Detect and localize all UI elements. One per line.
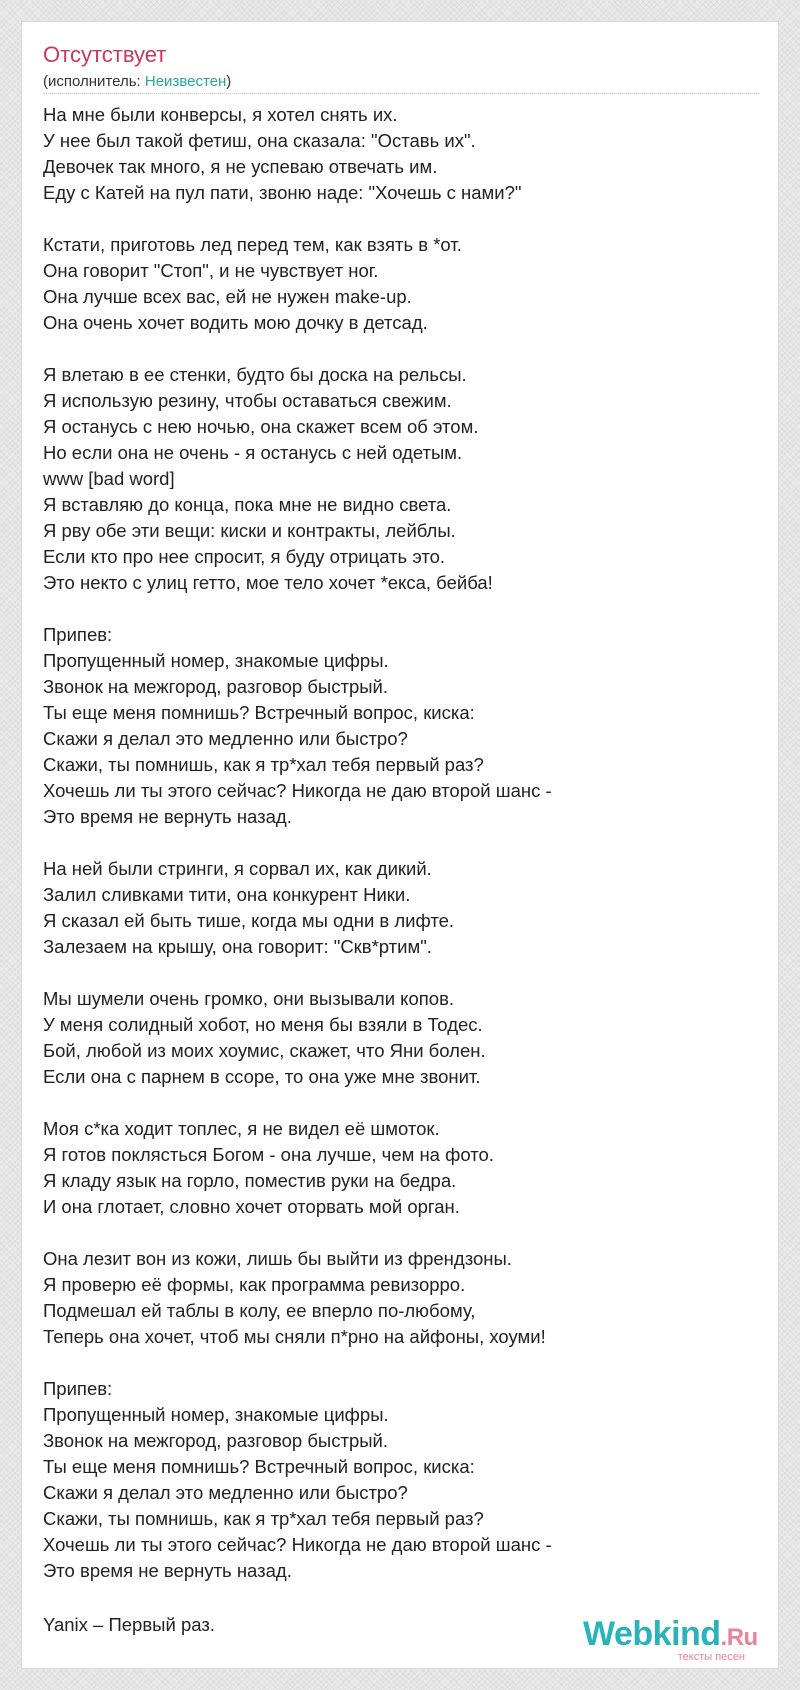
- site-logo[interactable]: [583, 1614, 763, 1664]
- lyric-line: И она глотает, словно хочет оторвать мой орган.: [43, 1196, 460, 1217]
- lyric-line: Я влетаю в ее стенки, будто бы доска на рельсы.: [43, 364, 467, 385]
- lyrics-stanza: [43, 232, 759, 336]
- lyric-line: Залил сливками тити, она конкурент Ники.: [43, 884, 411, 905]
- lyrics-stanza: [43, 1376, 759, 1584]
- lyric-line: Это время не вернуть назад.: [43, 806, 292, 827]
- lyric-line: Еду с Катей на пул пати, звоню наде: "Хочешь с нами?": [43, 182, 522, 203]
- lyric-line: Пропущенный номер, знакомые цифры.: [43, 650, 389, 671]
- lyric-line: Это время не вернуть назад.: [43, 1560, 292, 1581]
- lyric-line: Бой, любой из моих хоумис, скажет, что Яни болен.: [43, 1040, 486, 1061]
- lyric-line: Подмешал ей таблы в колу, ее вперло по-любому,: [43, 1300, 476, 1321]
- lyric-line: Она лезит вон из кожи, лишь бы выйти из френдзоны.: [43, 1248, 512, 1269]
- lyric-line: Звонок на межгород, разговор быстрый.: [43, 1430, 389, 1451]
- artist-suffix: ): [226, 73, 232, 90]
- lyric-line: Скажи, ты помнишь, как я тр*хал тебя первый раз?: [43, 1508, 484, 1529]
- lyric-line: На ней были стринги, я сорвал их, как дикий.: [43, 858, 432, 879]
- lyric-line: Ты еще меня помнишь? Встречный вопрос, киска:: [43, 702, 475, 723]
- artist-prefix: (исполнитель:: [43, 73, 145, 90]
- artist-line: [43, 73, 231, 91]
- lyrics-stanza: [43, 856, 759, 960]
- lyric-line: Она очень хочет водить мою дочку в детсад.: [43, 312, 428, 333]
- lyric-line: У меня солидный хобот, но меня бы взяли в Тодес.: [43, 1014, 483, 1035]
- lyric-line: Скажи я делал это медленно или быстро?: [43, 1482, 408, 1503]
- lyric-line: Если она с парнем в ссоре, то она уже мне звонит.: [43, 1066, 481, 1087]
- lyric-line: Я сказал ей быть тише, когда мы одни в лифте.: [43, 910, 455, 931]
- lyric-line: Залезаем на крышу, она говорит: "Скв*ртим".: [43, 936, 432, 957]
- lyric-line: Девочек так много, я не успеваю отвечать им.: [43, 156, 438, 177]
- lyric-line: На мне были конверсы, я хотел снять их.: [43, 104, 398, 125]
- lyric-line: Я использую резину, чтобы оставаться свежим.: [43, 390, 452, 411]
- lyric-line: Я вставляю до конца, пока мне не видно света.: [43, 494, 452, 515]
- lyric-line: Кстати, приготовь лед перед тем, как взять в *от.: [43, 234, 462, 255]
- lyric-line: Я проверю её формы, как программа ревизорро.: [43, 1274, 466, 1295]
- lyrics-stanza: [43, 986, 759, 1090]
- lyric-line: Хочешь ли ты этого сейчас? Никогда не даю второй шанс -: [43, 1534, 552, 1555]
- logo-tld: .Ru: [720, 1624, 758, 1651]
- lyric-line: Я готов поклясться Богом - она лучше, чем на фото.: [43, 1144, 494, 1165]
- lyric-line: Если кто про нее спросит, я буду отрицать это.: [43, 546, 446, 567]
- lyrics-body: [43, 102, 759, 1610]
- lyric-line: Мы шумели очень громко, они вызывали копов.: [43, 988, 455, 1009]
- lyrics-stanza: [43, 362, 759, 596]
- lyric-line: Она лучше всех вас, ей не нужен make-up.: [43, 286, 412, 307]
- lyric-line: Скажи, ты помнишь, как я тр*хал тебя первый раз?: [43, 754, 484, 775]
- lyric-line: Звонок на межгород, разговор быстрый.: [43, 676, 389, 697]
- lyric-line: Я рву обе эти вещи: киски и контракты, лейблы.: [43, 520, 456, 541]
- lyric-line: Она говорит "Стоп", и не чувствует ног.: [43, 260, 379, 281]
- logo-name: Webkind: [583, 1615, 721, 1653]
- lyrics-card: [21, 21, 779, 1669]
- lyric-line: Припев:: [43, 624, 113, 645]
- lyric-line: www [bad word]: [43, 468, 175, 489]
- lyric-line: Пропущенный номер, знакомые цифры.: [43, 1404, 389, 1425]
- lyric-line: У нее был такой фетиш, она сказала: "Оставь их".: [43, 130, 476, 151]
- lyrics-stanza: [43, 102, 759, 206]
- lyric-line: Я останусь с нею ночью, она скажет всем об этом.: [43, 416, 479, 437]
- lyric-line: Но если она не очень - я останусь с ней одетым.: [43, 442, 463, 463]
- lyric-line: Хочешь ли ты этого сейчас? Никогда не даю второй шанс -: [43, 780, 552, 801]
- lyric-line: Я кладу язык на горло, поместив руки на бедра.: [43, 1170, 457, 1191]
- lyric-line: Моя с*ка ходит топлес, я не видел её шмоток.: [43, 1118, 440, 1139]
- song-title: Отсутствует: [43, 42, 167, 67]
- lyric-line: Теперь она хочет, чтоб мы сняли п*рно на айфоны, хоуми!: [43, 1326, 546, 1347]
- artist-link[interactable]: Неизвестен: [144, 73, 227, 90]
- logo-tagline: тексты песен: [677, 1651, 745, 1663]
- lyric-line: Припев:: [43, 1378, 113, 1399]
- lyric-line: Скажи я делал это медленно или быстро?: [43, 728, 408, 749]
- divider: [43, 93, 759, 94]
- lyric-line: Это некто с улиц гетто, мое тело хочет *екса, бейба!: [43, 572, 493, 593]
- lyric-line: Ты еще меня помнишь? Встречный вопрос, киска:: [43, 1456, 475, 1477]
- song-credit: Yanix – Первый раз.: [43, 1614, 215, 1635]
- lyrics-stanza: [43, 1116, 759, 1220]
- lyrics-stanza: [43, 622, 759, 830]
- lyrics-stanza: [43, 1246, 759, 1350]
